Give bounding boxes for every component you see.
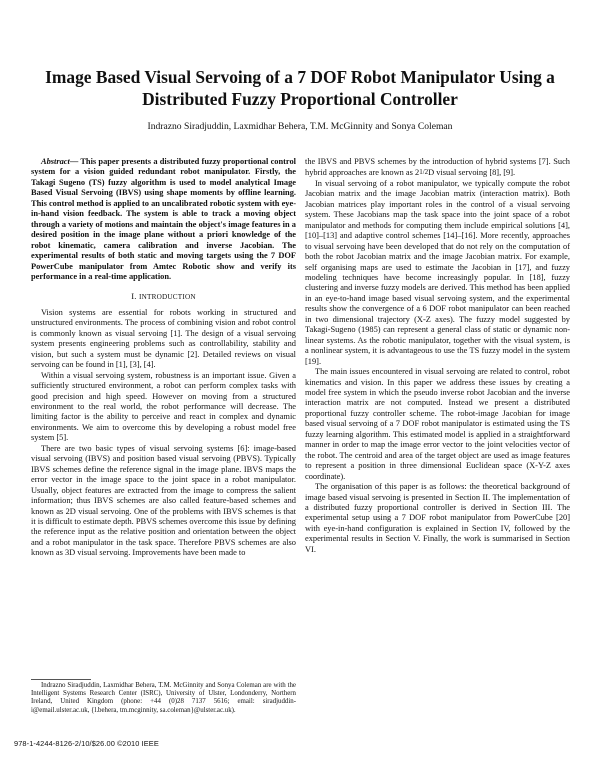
abstract-text: — This paper presents a distributed fuzzy proportional control system for a vision guided redundant robot manipulator. Firstly, the Takagi Sugeno (TS) fuzzy algorithm is used to model analytical Image Based Visual Servoing (IBVS) using shape moments by offline learning. This control method is applied to an uncalibrated robotic system with eye-in-hand vision feedback. The system is able to track a moving object through a variety of motions and maintain the object's image features in a desired position in the image plane without a priori knowledge of the robot kinematic, camera calibration and inverse Jacobian. The experimental results of both static and moving targets using the 7 DOF PowerCube manipulator from Amtec Robotic show and verify its performance in a real-time application. <box>31 157 296 281</box>
section-heading-introduction <box>31 291 296 302</box>
author-list: Indrazno Siradjuddin, Laxmidhar Behera, T.M. McGinnity and Sonya Coleman <box>147 121 453 132</box>
right-column <box>305 157 570 555</box>
section-title: INTRODUCTION <box>139 293 196 302</box>
abstract <box>31 157 296 282</box>
copyright-notice: 978-1-4244-8126-2/10/$26.00 ©2010 IEEE <box>14 739 159 748</box>
paper-title: Image Based Visual Servoing of a 7 DOF Robot Manipulator Using a Distributed Fuzzy Proportional Controller <box>45 67 555 109</box>
body-paragraph: The organisation of this paper is as follows: the theoretical background of image based visual servoing is presented in Section II. The implementation of a distributed fuzzy proportional controller is derived in Section III. The experimental setup using a 7 DOF robot manipulator from PowerCube [20] with eye-in-hand configuration is explained in Section IV, followed by the experimental results in Section V. Finally, the work is summarised in Section VI. <box>305 482 570 554</box>
continued-text-end: D visual servoing [8], [9]. <box>428 168 516 178</box>
left-column <box>31 157 296 559</box>
fraction-one-half: 1/2 <box>419 168 429 177</box>
body-paragraph: There are two basic types of visual servoing systems [6]: image-based visual servoing (IBVS) and position based visual servoing (PBVS). Typically IBVS schemes define the reference signal in the image plane. IBVS maps the error vector in the image space to the joint space in a robot manipulator. Usually, object features are extracted from the image to compress the salient information; thus IBVS schemes are also called feature-based schemes and known as 2D visual servoing. One of the problems with IBVS schemes is that it is difficult to estimate depth. PBVS schemes overcome this issue by defining the reference input as the relative position and orientation between the object and a robot manipulator in the task space. Therefore PBVS schemes are also known as 3D visual servoing. Improvements have been made to <box>31 443 296 558</box>
body-paragraph: The main issues encountered in visual servoing are related to control, robot kinematics and vision. In this paper we address these issues by creating a model free system in which the pseudo inverse robot Jacobian and the inverse interaction matrix are not computed. Instead we present a distributed proportional fuzzy controller scheme. The robot-image Jacobian for image based visual servoing of a 7 DOF robot manipulator is estimated using the TS fuzzy learning algorithm. This estimated model is applied in a straightforward manner in order to map the image error vector to the joint velocities vector of the robot. The centroid and area of the target object are used as image features to represent a position in three dimensional Euclidean space (X-Y-Z axes coordinate). <box>305 367 570 481</box>
continued-text: the IBVS and PBVS schemes by the introduction of hybrid systems [7]. Such hybrid approaches are known as 2 <box>305 157 570 178</box>
footnote-text: Indrazno Siradjuddin, Laxmidhar Behera, T.M. McGinnity and Sonya Coleman are with the Intelligent Systems Research Center (ISRC), University of Ulster, Londonderry, Northern Ireland, United Kingdom (phone: +44 (0)28 7137 5616; email: siradjuddin-i@email.ulster.ac.uk, {l.behera, tm.mcginnity, sa.coleman}@ulster.ac.uk). <box>31 682 296 714</box>
body-paragraph: In visual servoing of a robot manipulator, we typically compute the robot Jacobian matrix and the image Jacobian matrix (interaction matrix). Both Jacobian matrices play important roles in the control of a visual servoing system. These Jacobians map the task space into the joint space of a robot manipulator and methods for computing them include empirical solutions [4], [10]–[13] and adaptive control schemes [14]–[16]. More recently, approaches to visual servoing have been developed that do not rely on the computation of both the robot Jacobian matrix and the image Jacobian matrix. For example, self organising maps are used to estimate the Jacobian in [17], and fuzzy modeling techniques have become increasingly popular. In [18], fuzzy clustering and inverse fuzzy models are derived. This method has been applied in an eye-to-hand image based visual servoing system, and the experimental results show the convergence of a 6 DOF robot manipulator can been reached in two dimensional trajectory (X-Z axes). The fuzzy model suggested by Takagi-Sugeno (1985) can represent a general class of static or dynamic non-linear systems. As the robotic manipulator, together with the visual system, is a nonlinear system, it is advantageous to use the TS fuzzy model in the system [19]. <box>305 178 570 366</box>
body-paragraph-continued <box>305 157 570 179</box>
section-number: I. <box>131 291 137 302</box>
body-paragraph: Vision systems are essential for robots working in structured and unstructured environments. The process of combining vision and robot control is commonly known as visual servoing [1]. The design of a visual servoing system presents engineering problems such as controllability, stability and vision, but such a system must be dynamic [2]. Detailed reviews on visual servoing can be found in [1], [3], [4]. <box>31 307 296 370</box>
body-paragraph: Within a visual servoing system, robustness is an important issue. Given a sufficiently structured environment, a robot can perform complex tasks with good precision and high speed. However on moving from a structured environment to the real world, the robot performance will decrease. The limiting factor is the ability to perceive and react in complex and dynamic environments. We aim to overcome this by developing a robust model free system [5]. <box>31 370 296 443</box>
abstract-label: Abstract <box>41 157 70 166</box>
author-affiliation-footnote <box>31 682 296 715</box>
abstract-paragraph <box>31 157 296 282</box>
footnote-divider <box>31 679 91 680</box>
